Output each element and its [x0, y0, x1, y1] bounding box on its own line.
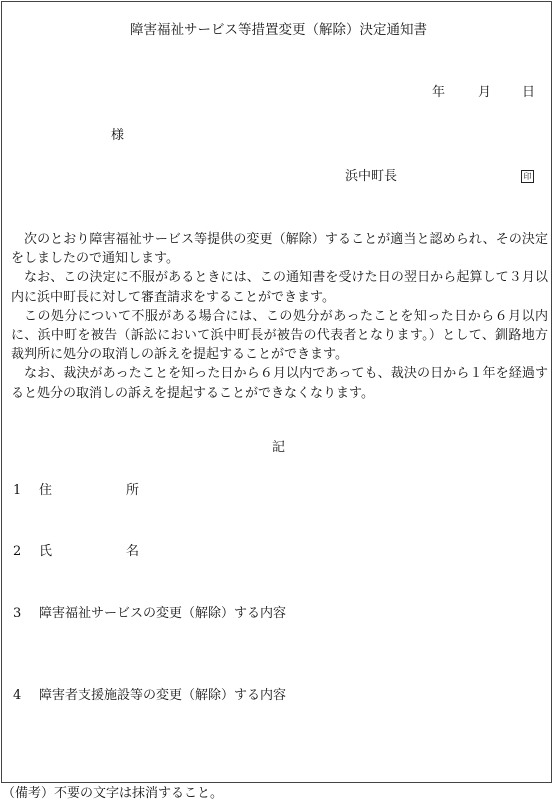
- item-2-label-a: 氏: [39, 544, 53, 559]
- item-1-number: 1: [13, 483, 22, 498]
- remarks-note: （備考）不要の文字は抹消すること。: [2, 786, 224, 801]
- body-text: [11, 230, 548, 403]
- seal-icon: [521, 169, 534, 185]
- date-year: 年: [432, 85, 446, 100]
- document-title: 障害福祉サービス等措置変更（解除）決定通知書: [130, 22, 427, 38]
- paragraph-1: 次のとおり障害福祉サービス等提供の変更（解除）することが適当と認められ、その決定をしましたので通知します。: [11, 232, 548, 267]
- addressee-suffix: 様: [111, 128, 125, 143]
- paragraph-2: なお、この決定に不服があるときには、この通知書を受けた日の翌日から起算して３月以内に浜中町長に対して審査請求をすることができます。: [11, 270, 548, 305]
- item-4-number: 4: [13, 688, 22, 703]
- issuer-name: 浜中町長: [345, 169, 398, 184]
- item-1-label-a: 住: [39, 483, 53, 498]
- item-3-label: 障害福祉サービスの変更（解除）する内容: [39, 606, 287, 621]
- paragraph-4: なお、裁決があったことを知った日から６月以内であっても、裁決の日から１年を経過すると処分の取消しの訴えを提起することができなくなります。: [11, 366, 548, 401]
- paragraph-3: この処分について不服がある場合には、この処分があったことを知った日から６月以内に、浜中町を被告（訴訟において浜中町長が被告の代表者となります。）として、釧路地方裁判所に処分の取消しの訴えを提起することができます。: [11, 308, 548, 363]
- item-4-label: 障害者支援施設等の変更（解除）する内容: [39, 688, 287, 703]
- ki-heading: 記: [271, 440, 285, 455]
- item-2-label-b: 名: [126, 544, 140, 559]
- date-day: 日: [522, 85, 536, 100]
- document-frame: [1, 1, 552, 783]
- item-3-number: 3: [13, 606, 22, 621]
- seal-mark: 印: [521, 170, 534, 183]
- date-month: 月: [478, 85, 492, 100]
- item-1-label-b: 所: [126, 483, 140, 498]
- item-2-number: 2: [13, 544, 22, 559]
